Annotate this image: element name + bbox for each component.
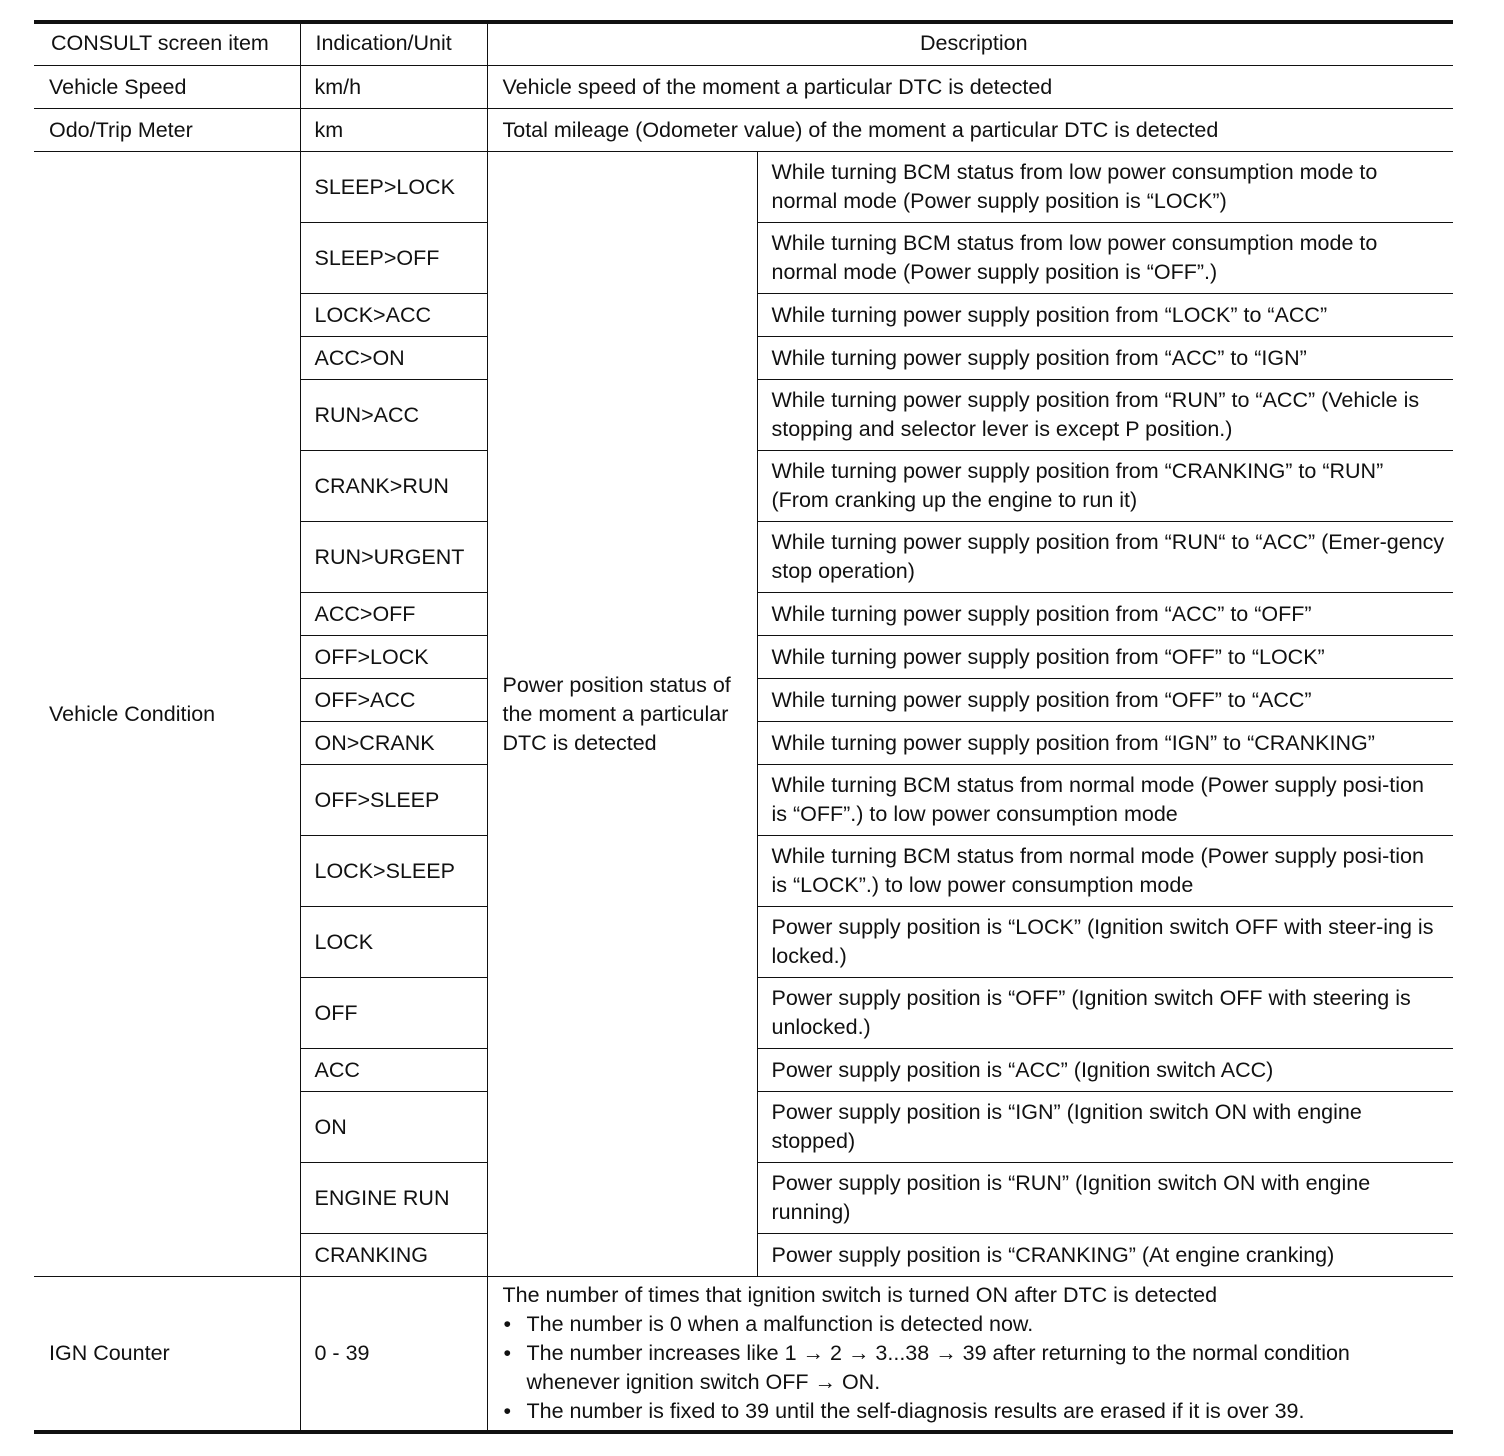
item-odo-trip-meter: Odo/Trip Meter	[34, 109, 300, 152]
table-row	[34, 152, 1453, 223]
header-consult-screen-item: CONSULT screen item	[34, 22, 300, 66]
condition-description: While turning power supply position from “RUN” to “ACC” (Vehicle is stopping and selector lever is except P position.)	[757, 380, 1453, 451]
condition-indication: LOCK>ACC	[300, 294, 487, 337]
list-item-text: The number is fixed to 39 until the self-diagnosis results are erased if it is over 39.	[526, 1399, 1305, 1423]
description-ign-counter	[487, 1277, 1453, 1433]
condition-description: While turning power supply position from “ACC” to “IGN”	[757, 337, 1453, 380]
condition-description: While turning power supply position from “OFF” to “LOCK”	[757, 636, 1453, 679]
condition-description: While turning BCM status from low power consumption mode to normal mode (Power supply position is “LOCK”)	[757, 152, 1453, 223]
condition-description: Power supply position is “OFF” (Ignition switch OFF with steering is unlocked.)	[757, 978, 1453, 1049]
condition-indication: ACC	[300, 1049, 487, 1092]
condition-description: While turning BCM status from low power consumption mode to normal mode (Power supply position is “OFF”.)	[757, 223, 1453, 294]
condition-description: While turning power supply position from “IGN” to “CRANKING”	[757, 722, 1453, 765]
item-ign-counter: IGN Counter	[34, 1277, 300, 1433]
description-odo-trip-meter: Total mileage (Odometer value) of the moment a particular DTC is detected	[487, 109, 1453, 152]
condition-description: Power supply position is “LOCK” (Ignition switch OFF with steer-ing is locked.)	[757, 907, 1453, 978]
header-description: Description	[487, 22, 1453, 66]
condition-indication: ACC>OFF	[300, 593, 487, 636]
condition-indication: OFF	[300, 978, 487, 1049]
condition-description: While turning power supply position from “OFF” to “ACC”	[757, 679, 1453, 722]
description-vehicle-speed: Vehicle speed of the moment a particular DTC is detected	[487, 66, 1453, 109]
condition-description: Power supply position is “RUN” (Ignition switch ON with engine running)	[757, 1163, 1453, 1234]
condition-indication: SLEEP>OFF	[300, 223, 487, 294]
ign-counter-intro: The number of times that ignition switch is turned ON after DTC is detected	[502, 1283, 1218, 1307]
condition-description: While turning BCM status from normal mode (Power supply posi-tion is “LOCK”.) to low power consumption mode	[757, 836, 1453, 907]
table-row-vehicle-speed	[34, 66, 1453, 109]
condition-indication: CRANK>RUN	[300, 451, 487, 522]
condition-indication: LOCK>SLEEP	[300, 836, 487, 907]
table-row-ign-counter	[34, 1277, 1453, 1433]
item-vehicle-condition: Vehicle Condition	[34, 152, 300, 1277]
condition-indication: OFF>LOCK	[300, 636, 487, 679]
list-item-text: The number is 0 when a malfunction is detected now.	[526, 1312, 1034, 1336]
condition-indication: SLEEP>LOCK	[300, 152, 487, 223]
consult-data-table	[34, 20, 1453, 1434]
bullet-icon: •	[503, 1341, 512, 1365]
list-item-text: The number increases like 1 → 2 → 3...38 → 39 after returning to the normal condition whenever ignition switch OFF → ON.	[526, 1341, 1350, 1394]
header-row	[34, 22, 1453, 66]
condition-indication: OFF>ACC	[300, 679, 487, 722]
condition-indication: RUN>URGENT	[300, 522, 487, 593]
condition-description: Power supply position is “IGN” (Ignition switch ON with engine stopped)	[757, 1092, 1453, 1163]
condition-indication: ON	[300, 1092, 487, 1163]
list-item	[503, 1339, 1446, 1397]
condition-description: Power supply position is “CRANKING” (At engine cranking)	[757, 1234, 1453, 1277]
unit-ign-counter: 0 - 39	[300, 1277, 487, 1433]
bullet-icon: •	[503, 1312, 512, 1336]
unit-odo-trip-meter: km	[300, 109, 487, 152]
list-item	[503, 1310, 1446, 1339]
condition-indication: LOCK	[300, 907, 487, 978]
condition-indication: OFF>SLEEP	[300, 765, 487, 836]
condition-indication: ACC>ON	[300, 337, 487, 380]
header-indication-unit: Indication/Unit	[300, 22, 487, 66]
condition-indication: CRANKING	[300, 1234, 487, 1277]
condition-description: While turning power supply position from “RUN“ to “ACC” (Emer-gency stop operation)	[757, 522, 1453, 593]
condition-description: Power supply position is “ACC” (Ignition switch ACC)	[757, 1049, 1453, 1092]
condition-description: While turning power supply position from “CRANKING” to “RUN” (From cranking up the engine to run it)	[757, 451, 1453, 522]
power-position-status-description: Power position status of the moment a particular DTC is detected	[487, 152, 757, 1277]
condition-description: While turning power supply position from “ACC” to “OFF”	[757, 593, 1453, 636]
table-row-odo-trip-meter	[34, 109, 1453, 152]
condition-indication: RUN>ACC	[300, 380, 487, 451]
condition-indication: ENGINE RUN	[300, 1163, 487, 1234]
condition-description: While turning BCM status from normal mode (Power supply posi-tion is “OFF”.) to low power consumption mode	[757, 765, 1453, 836]
ign-counter-bullet-list	[503, 1310, 1446, 1426]
condition-description: While turning power supply position from “LOCK” to “ACC”	[757, 294, 1453, 337]
condition-indication: ON>CRANK	[300, 722, 487, 765]
unit-vehicle-speed: km/h	[300, 66, 487, 109]
item-vehicle-speed: Vehicle Speed	[34, 66, 300, 109]
list-item	[503, 1397, 1446, 1426]
bullet-icon: •	[503, 1399, 512, 1423]
